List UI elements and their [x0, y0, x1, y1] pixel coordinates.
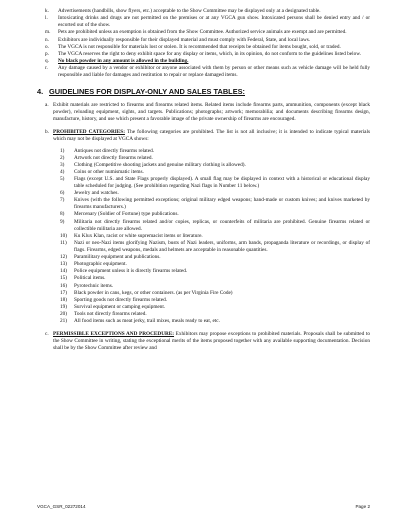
paragraph-label: b.	[45, 128, 49, 135]
rule-text: Exhibitors are individually responsible for their displayed material and must comply with Federal, State, and local laws.	[58, 36, 311, 43]
item-number: 18)	[60, 296, 67, 303]
item-text: Photographic equipment.	[74, 261, 127, 268]
item-text: All food items such as meat jerky, trail mixes, meals ready to eat, etc.	[74, 318, 220, 325]
item-number: 8)	[60, 211, 65, 218]
rule-text: Intoxicating drinks and drugs are not permitted on the premises or at any VGCA gun show. Intoxicated persons shall be denied entry and / or escorted out of the show.	[58, 15, 370, 29]
rule-item-k	[37, 8, 370, 15]
prohibited-list	[57, 148, 370, 326]
item-number: 6)	[60, 190, 65, 197]
rule-item-l	[37, 15, 370, 29]
item-number: 2)	[60, 154, 65, 161]
rule-text: The VGCA reserves the right to deny exhibit space for any display or items, which, in its opinion, do not conform to the guidelines listed below.	[58, 50, 361, 57]
item-text: Clothing (Competitive shooting jackets and genuine military clothing is allowed).	[74, 161, 246, 168]
list-item	[57, 148, 370, 155]
item-text: Political items.	[74, 275, 106, 282]
item-text: Mercenary (Soldier of Fortune) type publications.	[74, 211, 179, 218]
paragraph-label: c.	[45, 331, 49, 338]
section-paragraph-c	[37, 331, 370, 352]
item-text: Flags (except U.S. and State Flags properly displayed). A small flag may be displayed in context with a historical or educational display table scheduled for judging. (See prohibition regarding Nazi flags in Number 11 below.)	[74, 176, 370, 190]
document-id: VGCA_GSR_02272014	[37, 504, 86, 509]
rule-item-p	[37, 51, 370, 58]
list-item	[57, 297, 370, 304]
rule-item-o	[37, 44, 370, 51]
item-text: Knives (with the following permitted exceptions; original military edged weapons; hand-made or custom knives; and knives marketed by firearms manufacturers.)	[74, 197, 370, 211]
page-number: Page 2	[355, 504, 370, 509]
rule-text: The VGCA is not responsible for materials lost or stolen. It is recommended that receipts be obtained for items bought, sold, or traded.	[58, 43, 341, 50]
rule-text-black-powder: No black powder in any amount is allowed in the building.	[58, 58, 189, 65]
list-item	[57, 254, 370, 261]
rule-label: m.	[45, 29, 51, 36]
rule-label: r.	[45, 65, 48, 72]
item-text: Black powder in cans, kegs, or other containers. (as per Virginia Fire Code)	[74, 289, 233, 296]
paragraph-text: Exhibit materials are restricted to firearms and firearms related items. Related items include firearms parts, ammunition, components (except black powder), reloading equipment, sights, and targets. Publications; photographs; artwork; memorabilia; and documents describing firearms design, manufacture, history, and use which present a favorable image of the private ownership of firearms are encouraged.	[53, 102, 370, 122]
item-number: 15)	[60, 275, 67, 282]
item-number: 3)	[60, 161, 65, 168]
item-number: 21)	[60, 318, 67, 325]
item-text: Sporting goods not directly firearms related.	[74, 296, 168, 303]
item-text: Pyrotechnic items.	[74, 282, 114, 289]
list-item	[57, 219, 370, 233]
rule-item-r	[37, 65, 370, 79]
item-number: 14)	[60, 268, 67, 275]
list-item	[57, 169, 370, 176]
list-item	[57, 233, 370, 240]
section-title: GUIDELINES FOR DISPLAY-ONLY AND SALES TABLES:	[49, 87, 246, 97]
item-text: Paramilitary equipment and publications.	[74, 253, 161, 260]
paragraph-text: The following categories are prohibited. The list is not all inclusive; it is intended to indicate typical materials which may not be displayed at VGCA shows:	[53, 128, 371, 142]
paragraph-heading: PERMISSIBLE EXCEPTIONS AND PROCEDURE:	[53, 331, 175, 338]
item-number: 19)	[60, 304, 67, 311]
item-text: Artwork not directly firearms related.	[74, 154, 153, 161]
item-text: Nazi or neo-Nazi items glorifying Nazism, busts of Nazi leaders, uniforms, arm bands, propaganda literature or recordings, or display of flags. Firearms, edged weapons, medals and helmets are acceptable in reasonable quantities.	[74, 239, 370, 253]
rule-label: k.	[45, 8, 49, 14]
item-text: Antiques not directly firearms related.	[74, 147, 155, 154]
list-item	[57, 283, 370, 290]
item-number: 17)	[60, 289, 67, 296]
rules-list	[37, 8, 370, 79]
list-item	[57, 268, 370, 275]
item-text: Coins or other numismatic items.	[74, 169, 144, 176]
rule-text: Any damage caused by a vendor or exhibitor or anyone associated with them by person or other means such as vehicle damage will be held fully responsible and liable for damages and restitution to repair or replace damaged items.	[58, 65, 370, 79]
item-number: 7)	[60, 197, 65, 204]
page-footer	[37, 504, 370, 509]
item-number: 1)	[60, 147, 65, 154]
item-number: 4)	[60, 169, 65, 176]
list-item	[57, 240, 370, 254]
rule-item-q	[37, 58, 370, 65]
section-paragraph-b	[37, 129, 370, 325]
paragraph-label: a.	[45, 102, 49, 109]
list-item	[57, 162, 370, 169]
rule-label: p.	[45, 50, 49, 57]
page-content	[37, 8, 370, 358]
section-heading	[37, 89, 370, 96]
list-item	[57, 176, 370, 190]
item-text: Ku Klux Klan, racist or white supremacist items or literature.	[74, 232, 203, 239]
rule-label: l.	[45, 15, 48, 22]
section-paragraph-a	[37, 102, 370, 123]
list-item	[57, 211, 370, 218]
item-text: Survival equipment or camping equipment.	[74, 304, 166, 311]
paragraph-body	[53, 129, 370, 143]
paragraph-text: Exhibitors may propose exceptions to prohibited materials. Proposals shall be submitted to the Show Committee in writing, stating the exceptional merits of the items proposed together with any available supporting documentation. Decision shall be by the Show Committee after review and	[53, 331, 370, 352]
item-text: Militaria not directly firearms related and/or copies, replicas, or counterfeits of militaria are prohibited. Genuine firearms related or collectible militaria are allowed.	[74, 218, 370, 232]
rule-text: Advertisements (handbills, show flyers, etc.) acceptable to the Show Committee may be displayed only at a designated table.	[58, 8, 321, 14]
paragraph-body	[53, 331, 370, 352]
item-number: 11)	[60, 239, 67, 246]
list-item	[57, 318, 370, 325]
rule-label: o.	[45, 43, 49, 50]
item-number: 20)	[60, 311, 67, 318]
item-text: Tools not directly firearms related.	[74, 311, 147, 318]
item-number: 16)	[60, 282, 67, 289]
list-item	[57, 290, 370, 297]
rule-text: Pets are prohibited unless an exemption is obtained from the Show Committee. Authorized service animals are exempt and are permitted.	[58, 29, 347, 36]
list-item	[57, 155, 370, 162]
rule-label: n.	[45, 36, 49, 43]
rule-item-m	[37, 29, 370, 36]
item-number: 13)	[60, 261, 67, 268]
list-item	[57, 197, 370, 211]
rule-label: q.	[45, 58, 49, 65]
item-number: 10)	[60, 232, 67, 239]
item-number: 9)	[60, 218, 65, 225]
list-item	[57, 275, 370, 282]
item-number: 5)	[60, 176, 65, 183]
item-text: Police equipment unless it is directly firearms related.	[74, 268, 188, 275]
list-item	[57, 261, 370, 268]
section-number: 4.	[37, 87, 44, 97]
item-text: Jewelry and watches.	[74, 190, 119, 197]
list-item	[57, 304, 370, 311]
item-number: 12)	[60, 253, 67, 260]
rule-item-n	[37, 37, 370, 44]
paragraph-heading: PROHIBITED CATEGORIES:	[53, 128, 125, 135]
